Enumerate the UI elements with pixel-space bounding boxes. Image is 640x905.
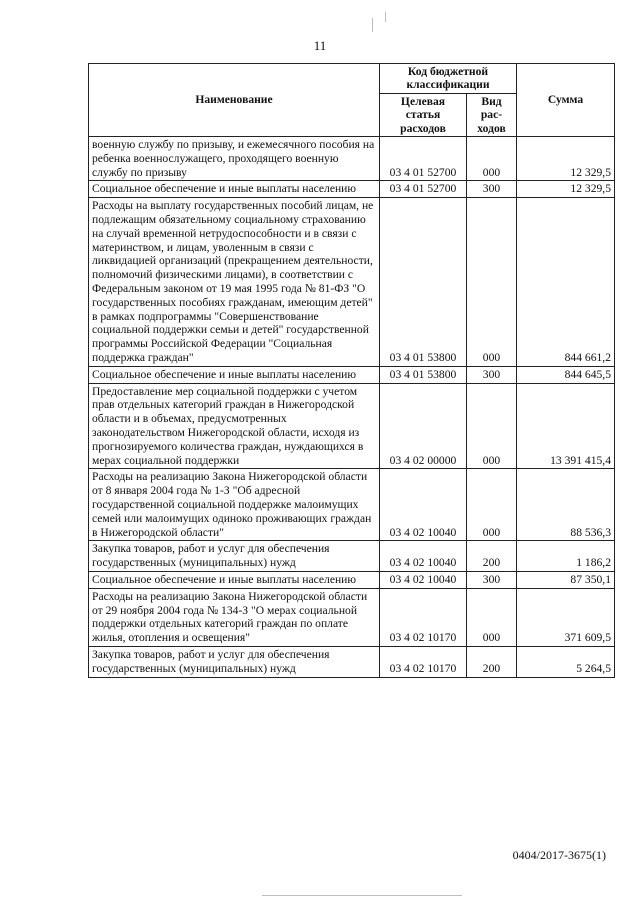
table-row bbox=[89, 588, 615, 646]
scan-artifact bbox=[385, 12, 386, 22]
page-number: 11 bbox=[313, 38, 327, 53]
row-sum: 12 329,5 bbox=[517, 137, 615, 181]
row-type: 300 bbox=[467, 181, 517, 198]
header-expense-type: Вид рас-ходов bbox=[467, 93, 517, 136]
header-name: Наименование bbox=[89, 64, 380, 137]
row-code: 03 4 02 00000 bbox=[380, 383, 467, 469]
row-code: 03 4 02 10040 bbox=[380, 571, 467, 588]
table-row bbox=[89, 646, 615, 677]
row-name: Расходы на реализацию Закона Нижегородской области от 8 января 2004 года № 1-З "Об адресной государственной социальной поддержке малоимущих семей или малоимущих одиноко проживающих граждан в Нижегородской области" bbox=[89, 469, 380, 541]
row-name: Расходы на реализацию Закона Нижегородской области от 29 ноября 2004 года № 134-З "О мерах социальной поддержки отдельных категорий граждан по оплате жилья, отопления и освещения" bbox=[89, 588, 380, 646]
row-code: 03 4 01 52700 bbox=[380, 181, 467, 198]
row-type: 300 bbox=[467, 571, 517, 588]
row-code: 03 4 02 10040 bbox=[380, 469, 467, 541]
row-type: 000 bbox=[467, 469, 517, 541]
row-sum: 844 645,5 bbox=[517, 366, 615, 383]
row-sum: 13 391 415,4 bbox=[517, 383, 615, 469]
table-row bbox=[89, 541, 615, 572]
table-row bbox=[89, 366, 615, 383]
row-name: Социальное обеспечение и иные выплаты населению bbox=[89, 366, 380, 383]
table-row bbox=[89, 383, 615, 469]
row-name: военную службу по призыву, и ежемесячного пособия на ребенка военнослужащего, проходящего военную службу по призыву bbox=[89, 137, 380, 181]
row-type: 200 bbox=[467, 541, 517, 572]
row-code: 03 4 01 53800 bbox=[380, 366, 467, 383]
row-name: Предоставление мер социальной поддержки с учетом прав отдельных категорий граждан в Нижегородской области и в объемах, предусмотренных законодательством Нижегородской области, исходя из прогнозируемого количества граждан, нуждающихся в мерах социальной поддержки bbox=[89, 383, 380, 469]
document-id: 0404/2017-3675(1) bbox=[512, 848, 606, 862]
row-name: Расходы на выплату государственных пособий лицам, не подлежащим обязательному социальному страхованию на случай временной нетрудоспособности и в связи с материнством, и лицам, уволенным в связи с ликвидацией организаций (прекращением деятельности, полномочий физическими лицами), в соответствии с Федеральным законом от 19 мая 1995 года № 81-ФЗ "О государственных пособиях гражданам, имеющим детей" в рамках подпрограммы "Совершенствование социальной поддержки семьи и детей" государственной программы Российской Федерации "Социальная поддержка граждан" bbox=[89, 198, 380, 367]
row-sum: 371 609,5 bbox=[517, 588, 615, 646]
row-sum: 87 350,1 bbox=[517, 571, 615, 588]
row-sum: 88 536,3 bbox=[517, 469, 615, 541]
row-name: Социальное обеспечение и иные выплаты населению bbox=[89, 181, 380, 198]
row-name: Социальное обеспечение и иные выплаты населению bbox=[89, 571, 380, 588]
table-row bbox=[89, 571, 615, 588]
row-code: 03 4 01 53800 bbox=[380, 198, 467, 367]
header-budget-code: Код бюджетной классификации bbox=[380, 64, 517, 94]
table-row bbox=[89, 198, 615, 367]
row-code: 03 4 02 10040 bbox=[380, 541, 467, 572]
row-type: 300 bbox=[467, 366, 517, 383]
row-sum: 12 329,5 bbox=[517, 181, 615, 198]
table-row bbox=[89, 181, 615, 198]
header-target-article: Целевая статья расходов bbox=[380, 93, 467, 136]
row-name: Закупка товаров, работ и услуг для обеспечения государственных (муниципальных) нужд bbox=[89, 646, 380, 677]
row-type: 000 bbox=[467, 383, 517, 469]
row-type: 000 bbox=[467, 198, 517, 367]
budget-table bbox=[88, 63, 615, 678]
row-sum: 5 264,5 bbox=[517, 646, 615, 677]
row-type: 200 bbox=[467, 646, 517, 677]
row-type: 000 bbox=[467, 137, 517, 181]
scan-artifact bbox=[372, 18, 373, 32]
header-amount: Сумма bbox=[517, 64, 615, 137]
table-row bbox=[89, 469, 615, 541]
scan-artifact bbox=[262, 895, 462, 896]
row-name: Закупка товаров, работ и услуг для обеспечения государственных (муниципальных) нужд bbox=[89, 541, 380, 572]
row-code: 03 4 02 10170 bbox=[380, 588, 467, 646]
row-sum: 844 661,2 bbox=[517, 198, 615, 367]
row-type: 000 bbox=[467, 588, 517, 646]
row-code: 03 4 02 10170 bbox=[380, 646, 467, 677]
row-code: 03 4 01 52700 bbox=[380, 137, 467, 181]
row-sum: 1 186,2 bbox=[517, 541, 615, 572]
table-row bbox=[89, 137, 615, 181]
